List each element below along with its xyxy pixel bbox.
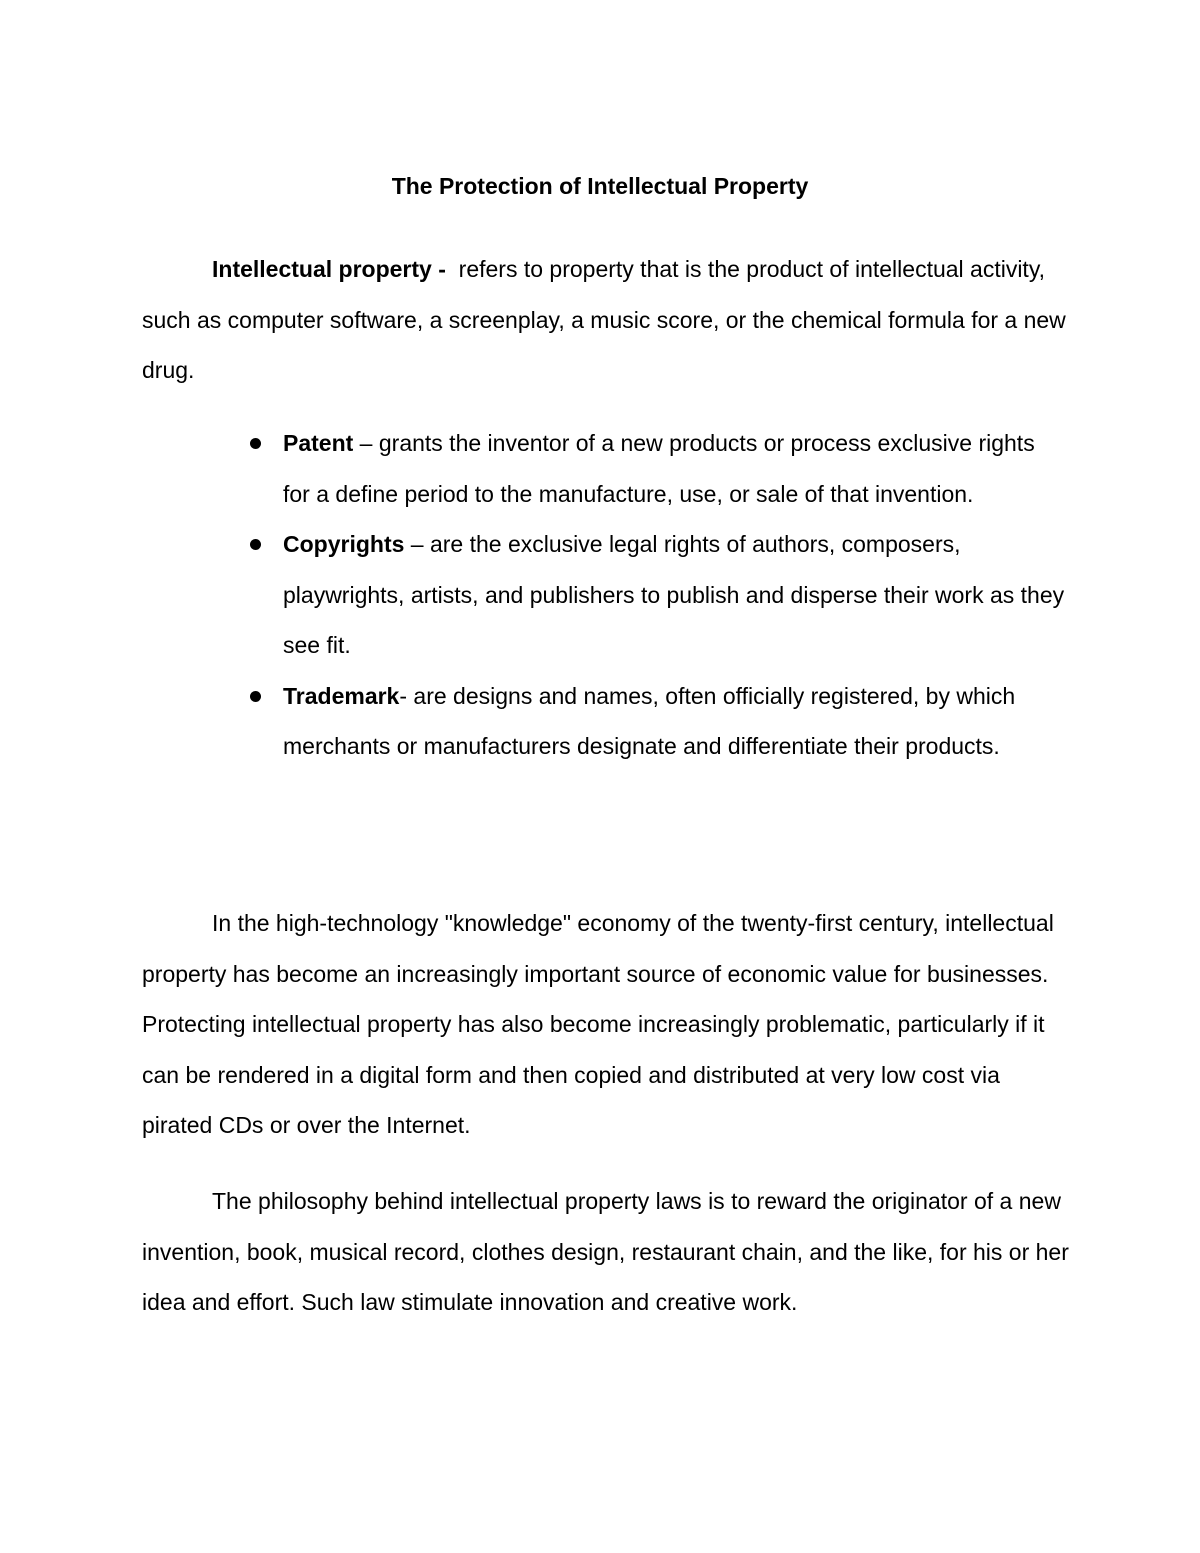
body-paragraph-text: The philosophy behind intellectual property laws is to reward the originator of a new invention, book, musical record, clothes design, restaurant chain, and the like, for his or her idea and effort. Such law stimulate innovation and creative work. xyxy=(142,1188,1069,1315)
body-paragraph-text: In the high-technology "knowledge" economy of the twenty-first century, intellectual property has become an increasingly important source of economic value for businesses. Protecting intellectual property has also become increasingly problematic, particularly if it can be rendered in a digital form and then copied and distributed at very low cost via pirated CDs or over the Internet. xyxy=(142,910,1054,1138)
bullet-term: Patent xyxy=(283,430,354,456)
definition-paragraph xyxy=(142,244,1072,396)
bullet-term: Trademark xyxy=(283,682,400,709)
bullet-term: Copyrights xyxy=(283,531,405,557)
bullet-dot-icon xyxy=(250,438,261,449)
bullet-item-trademark xyxy=(246,671,1066,772)
bullet-text: - are designs and names, often officially registered, by which merchants or manufacturers designate and differentiate their products. xyxy=(283,682,1016,759)
definition-term: Intellectual property - xyxy=(212,256,446,282)
body-paragraph-philosophy xyxy=(142,1176,1072,1328)
bullet-dot-icon xyxy=(250,691,261,702)
bullet-text: – grants the inventor of a new products or process exclusive rights for a define period to the manufacture, use, or sale of that invention. xyxy=(283,430,1035,507)
body-paragraph-economy xyxy=(142,898,1072,1151)
definition-text: refers to property that is the product of intellectual activity, such as computer software, a screenplay, a music score, or the chemical formula for a new drug. xyxy=(142,256,1066,383)
bullet-item-copyrights xyxy=(246,519,1066,671)
bullet-item-patent xyxy=(246,418,1066,519)
bullet-list xyxy=(246,418,1066,772)
document-title: The Protection of Intellectual Property xyxy=(391,173,809,199)
bullet-text: – are the exclusive legal rights of authors, composers, playwrights, artists, and publishers to publish and disperse their work as they see fit. xyxy=(283,531,1065,658)
bullet-dot-icon xyxy=(250,539,261,550)
